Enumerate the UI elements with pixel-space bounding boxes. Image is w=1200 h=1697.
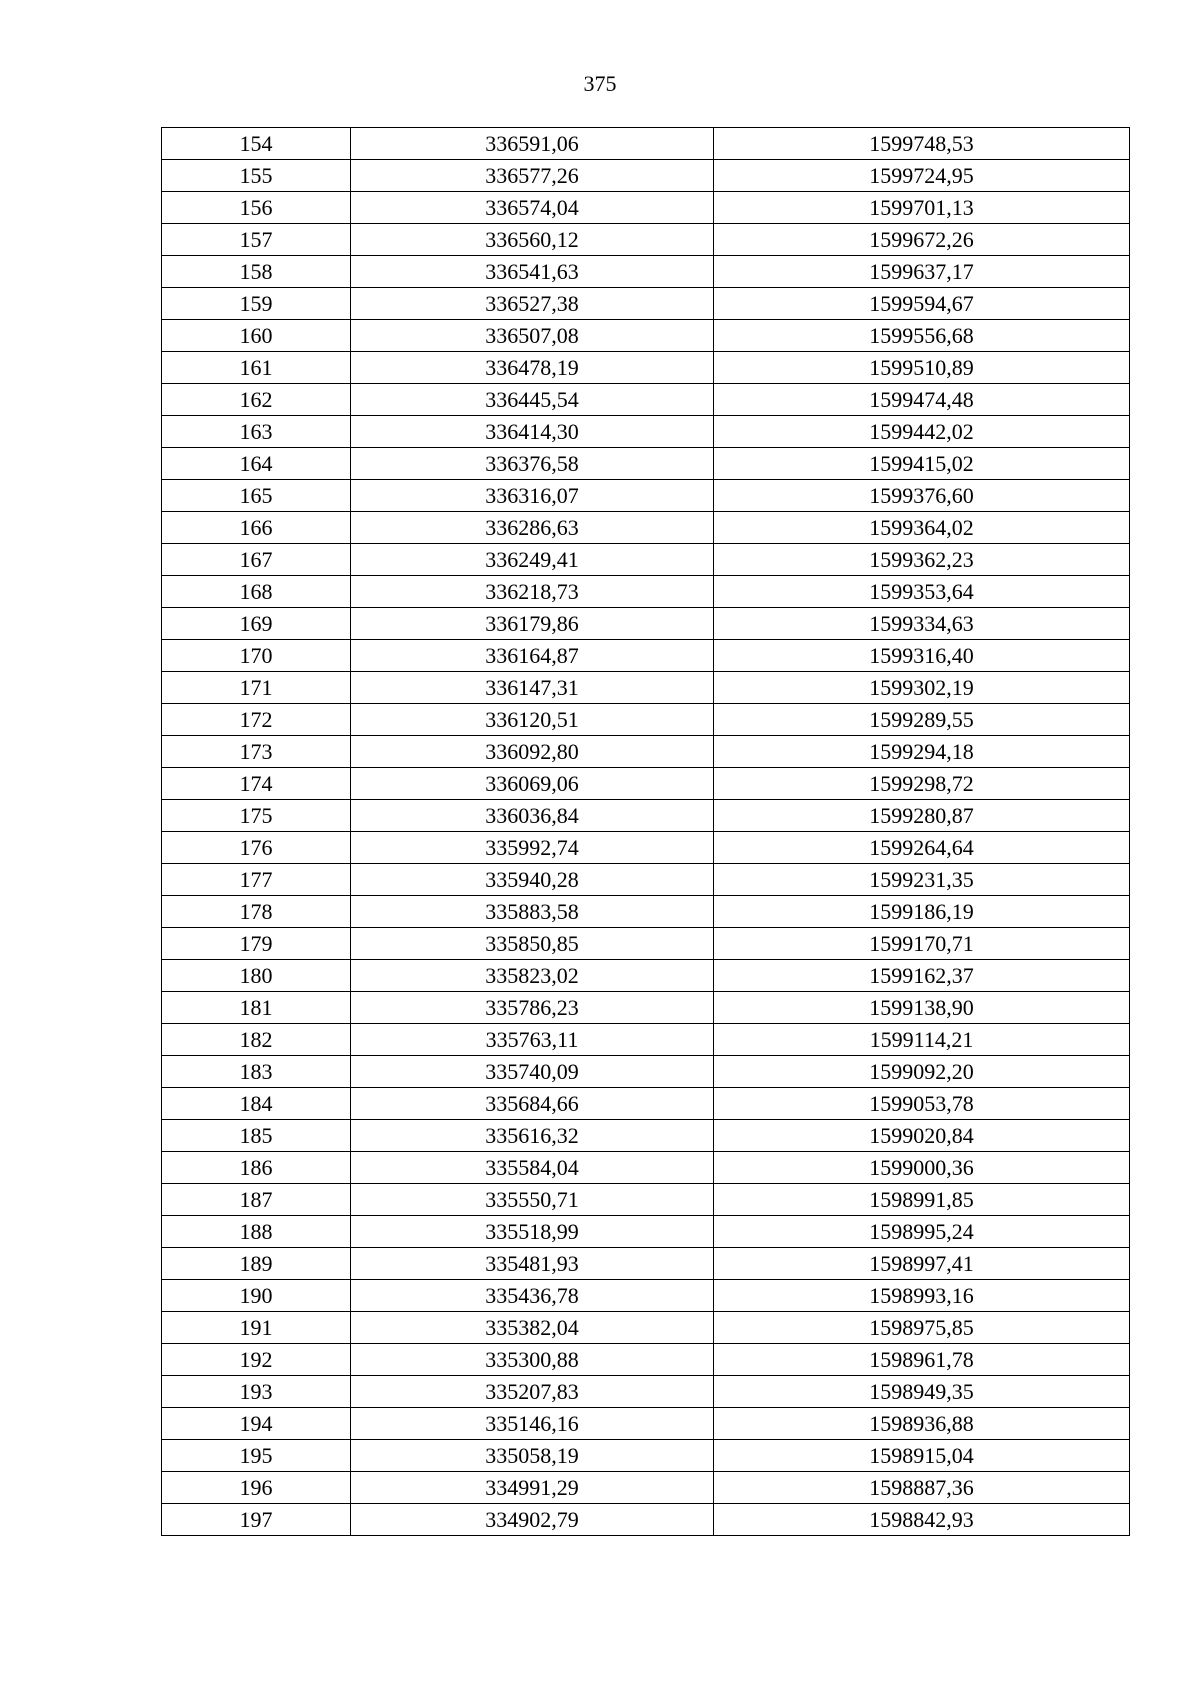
y-coordinate-cell: 1599415,02 — [714, 448, 1130, 480]
y-coordinate-cell: 1598949,35 — [714, 1376, 1130, 1408]
x-coordinate-cell: 336478,19 — [351, 352, 714, 384]
x-coordinate-cell: 336507,08 — [351, 320, 714, 352]
y-coordinate-cell: 1599442,02 — [714, 416, 1130, 448]
y-coordinate-cell: 1598995,24 — [714, 1216, 1130, 1248]
table-row — [162, 352, 1130, 384]
x-coordinate-cell: 335850,85 — [351, 928, 714, 960]
x-coordinate-cell: 335740,09 — [351, 1056, 714, 1088]
x-coordinate-cell: 336120,51 — [351, 704, 714, 736]
y-coordinate-cell: 1599092,20 — [714, 1056, 1130, 1088]
y-coordinate-cell: 1599474,48 — [714, 384, 1130, 416]
x-coordinate-cell: 335940,28 — [351, 864, 714, 896]
point-number-cell: 157 — [162, 224, 351, 256]
x-coordinate-cell: 336414,30 — [351, 416, 714, 448]
x-coordinate-cell: 336218,73 — [351, 576, 714, 608]
y-coordinate-cell: 1598961,78 — [714, 1344, 1130, 1376]
x-coordinate-cell: 335436,78 — [351, 1280, 714, 1312]
point-number-cell: 158 — [162, 256, 351, 288]
table-row — [162, 480, 1130, 512]
y-coordinate-cell: 1599316,40 — [714, 640, 1130, 672]
point-number-cell: 167 — [162, 544, 351, 576]
y-coordinate-cell: 1599298,72 — [714, 768, 1130, 800]
x-coordinate-cell: 335300,88 — [351, 1344, 714, 1376]
point-number-cell: 160 — [162, 320, 351, 352]
table-row — [162, 864, 1130, 896]
table-row — [162, 640, 1130, 672]
point-number-cell: 169 — [162, 608, 351, 640]
table-row — [162, 1376, 1130, 1408]
y-coordinate-cell: 1599748,53 — [714, 128, 1130, 160]
y-coordinate-cell: 1599594,67 — [714, 288, 1130, 320]
y-coordinate-cell: 1599376,60 — [714, 480, 1130, 512]
table-row — [162, 224, 1130, 256]
point-number-cell: 194 — [162, 1408, 351, 1440]
table-row — [162, 192, 1130, 224]
point-number-cell: 196 — [162, 1472, 351, 1504]
table-row — [162, 448, 1130, 480]
y-coordinate-cell: 1599302,19 — [714, 672, 1130, 704]
x-coordinate-cell: 336179,86 — [351, 608, 714, 640]
table-row — [162, 1152, 1130, 1184]
y-coordinate-cell: 1599724,95 — [714, 160, 1130, 192]
table-row — [162, 768, 1130, 800]
y-coordinate-cell: 1599556,68 — [714, 320, 1130, 352]
y-coordinate-cell: 1599020,84 — [714, 1120, 1130, 1152]
table-row — [162, 1440, 1130, 1472]
point-number-cell: 191 — [162, 1312, 351, 1344]
table-row — [162, 512, 1130, 544]
point-number-cell: 171 — [162, 672, 351, 704]
point-number-cell: 156 — [162, 192, 351, 224]
point-number-cell: 170 — [162, 640, 351, 672]
point-number-cell: 187 — [162, 1184, 351, 1216]
point-number-cell: 177 — [162, 864, 351, 896]
point-number-cell: 185 — [162, 1120, 351, 1152]
point-number-cell: 161 — [162, 352, 351, 384]
page-number: 375 — [583, 71, 617, 96]
table-row — [162, 1344, 1130, 1376]
point-number-cell: 184 — [162, 1088, 351, 1120]
table-row — [162, 704, 1130, 736]
table-row — [162, 160, 1130, 192]
point-number-cell: 175 — [162, 800, 351, 832]
x-coordinate-cell: 336147,31 — [351, 672, 714, 704]
point-number-cell: 172 — [162, 704, 351, 736]
point-number-cell: 180 — [162, 960, 351, 992]
y-coordinate-cell: 1599701,13 — [714, 192, 1130, 224]
table-row — [162, 1472, 1130, 1504]
x-coordinate-cell: 335550,71 — [351, 1184, 714, 1216]
y-coordinate-cell: 1598915,04 — [714, 1440, 1130, 1472]
x-coordinate-cell: 334991,29 — [351, 1472, 714, 1504]
point-number-cell: 178 — [162, 896, 351, 928]
y-coordinate-cell: 1598993,16 — [714, 1280, 1130, 1312]
table-row — [162, 896, 1130, 928]
table-row — [162, 544, 1130, 576]
y-coordinate-cell: 1599114,21 — [714, 1024, 1130, 1056]
point-number-cell: 173 — [162, 736, 351, 768]
table-row — [162, 288, 1130, 320]
x-coordinate-cell: 335992,74 — [351, 832, 714, 864]
point-number-cell: 163 — [162, 416, 351, 448]
y-coordinate-cell: 1599138,90 — [714, 992, 1130, 1024]
y-coordinate-cell: 1599231,35 — [714, 864, 1130, 896]
y-coordinate-cell: 1598997,41 — [714, 1248, 1130, 1280]
point-number-cell: 164 — [162, 448, 351, 480]
y-coordinate-cell: 1598975,85 — [714, 1312, 1130, 1344]
table-row — [162, 1504, 1130, 1536]
x-coordinate-cell: 335207,83 — [351, 1376, 714, 1408]
table-row — [162, 128, 1130, 160]
y-coordinate-cell: 1598887,36 — [714, 1472, 1130, 1504]
point-number-cell: 162 — [162, 384, 351, 416]
x-coordinate-cell: 335763,11 — [351, 1024, 714, 1056]
x-coordinate-cell: 334902,79 — [351, 1504, 714, 1536]
x-coordinate-cell: 336092,80 — [351, 736, 714, 768]
y-coordinate-cell: 1599280,87 — [714, 800, 1130, 832]
y-coordinate-cell: 1599364,02 — [714, 512, 1130, 544]
x-coordinate-cell: 336036,84 — [351, 800, 714, 832]
x-coordinate-cell: 335786,23 — [351, 992, 714, 1024]
table-row — [162, 832, 1130, 864]
table-row — [162, 1280, 1130, 1312]
y-coordinate-cell: 1599186,19 — [714, 896, 1130, 928]
table-row — [162, 1184, 1130, 1216]
y-coordinate-cell: 1598936,88 — [714, 1408, 1130, 1440]
y-coordinate-cell: 1599289,55 — [714, 704, 1130, 736]
x-coordinate-cell: 335616,32 — [351, 1120, 714, 1152]
x-coordinate-cell: 336591,06 — [351, 128, 714, 160]
point-number-cell: 189 — [162, 1248, 351, 1280]
x-coordinate-cell: 336574,04 — [351, 192, 714, 224]
x-coordinate-cell: 335518,99 — [351, 1216, 714, 1248]
table-row — [162, 960, 1130, 992]
table-row — [162, 1248, 1130, 1280]
y-coordinate-cell: 1599334,63 — [714, 608, 1130, 640]
x-coordinate-cell: 336445,54 — [351, 384, 714, 416]
point-number-cell: 186 — [162, 1152, 351, 1184]
table-row — [162, 1024, 1130, 1056]
x-coordinate-cell: 335146,16 — [351, 1408, 714, 1440]
x-coordinate-cell: 336249,41 — [351, 544, 714, 576]
table-row — [162, 1408, 1130, 1440]
table-row — [162, 576, 1130, 608]
coordinates-table — [161, 127, 1130, 1536]
point-number-cell: 197 — [162, 1504, 351, 1536]
table-row — [162, 256, 1130, 288]
x-coordinate-cell: 336541,63 — [351, 256, 714, 288]
table-row — [162, 416, 1130, 448]
y-coordinate-cell: 1599053,78 — [714, 1088, 1130, 1120]
table-row — [162, 608, 1130, 640]
x-coordinate-cell: 336069,06 — [351, 768, 714, 800]
point-number-cell: 168 — [162, 576, 351, 608]
y-coordinate-cell: 1599170,71 — [714, 928, 1130, 960]
x-coordinate-cell: 336286,63 — [351, 512, 714, 544]
table-row — [162, 1312, 1130, 1344]
table-row — [162, 800, 1130, 832]
x-coordinate-cell: 336164,87 — [351, 640, 714, 672]
y-coordinate-cell: 1598991,85 — [714, 1184, 1130, 1216]
point-number-cell: 181 — [162, 992, 351, 1024]
point-number-cell: 176 — [162, 832, 351, 864]
x-coordinate-cell: 336316,07 — [351, 480, 714, 512]
x-coordinate-cell: 335883,58 — [351, 896, 714, 928]
coordinates-table-body — [162, 128, 1130, 1536]
y-coordinate-cell: 1599264,64 — [714, 832, 1130, 864]
x-coordinate-cell: 335684,66 — [351, 1088, 714, 1120]
y-coordinate-cell: 1599294,18 — [714, 736, 1130, 768]
x-coordinate-cell: 336577,26 — [351, 160, 714, 192]
y-coordinate-cell: 1599353,64 — [714, 576, 1130, 608]
table-row — [162, 1120, 1130, 1152]
table-row — [162, 384, 1130, 416]
point-number-cell: 195 — [162, 1440, 351, 1472]
point-number-cell: 154 — [162, 128, 351, 160]
table-row — [162, 1056, 1130, 1088]
y-coordinate-cell: 1599637,17 — [714, 256, 1130, 288]
y-coordinate-cell: 1598842,93 — [714, 1504, 1130, 1536]
table-row — [162, 320, 1130, 352]
point-number-cell: 166 — [162, 512, 351, 544]
table-row — [162, 928, 1130, 960]
x-coordinate-cell: 336376,58 — [351, 448, 714, 480]
point-number-cell: 179 — [162, 928, 351, 960]
table-row — [162, 1088, 1130, 1120]
x-coordinate-cell: 335481,93 — [351, 1248, 714, 1280]
y-coordinate-cell: 1599362,23 — [714, 544, 1130, 576]
y-coordinate-cell: 1599162,37 — [714, 960, 1130, 992]
x-coordinate-cell: 336560,12 — [351, 224, 714, 256]
point-number-cell: 182 — [162, 1024, 351, 1056]
point-number-cell: 190 — [162, 1280, 351, 1312]
table-row — [162, 672, 1130, 704]
point-number-cell: 192 — [162, 1344, 351, 1376]
x-coordinate-cell: 335823,02 — [351, 960, 714, 992]
y-coordinate-cell: 1599000,36 — [714, 1152, 1130, 1184]
point-number-cell: 174 — [162, 768, 351, 800]
table-row — [162, 992, 1130, 1024]
point-number-cell: 159 — [162, 288, 351, 320]
point-number-cell: 183 — [162, 1056, 351, 1088]
point-number-cell: 155 — [162, 160, 351, 192]
table-row — [162, 736, 1130, 768]
x-coordinate-cell: 335584,04 — [351, 1152, 714, 1184]
point-number-cell: 193 — [162, 1376, 351, 1408]
y-coordinate-cell: 1599510,89 — [714, 352, 1130, 384]
y-coordinate-cell: 1599672,26 — [714, 224, 1130, 256]
x-coordinate-cell: 336527,38 — [351, 288, 714, 320]
x-coordinate-cell: 335382,04 — [351, 1312, 714, 1344]
x-coordinate-cell: 335058,19 — [351, 1440, 714, 1472]
point-number-cell: 165 — [162, 480, 351, 512]
table-row — [162, 1216, 1130, 1248]
point-number-cell: 188 — [162, 1216, 351, 1248]
